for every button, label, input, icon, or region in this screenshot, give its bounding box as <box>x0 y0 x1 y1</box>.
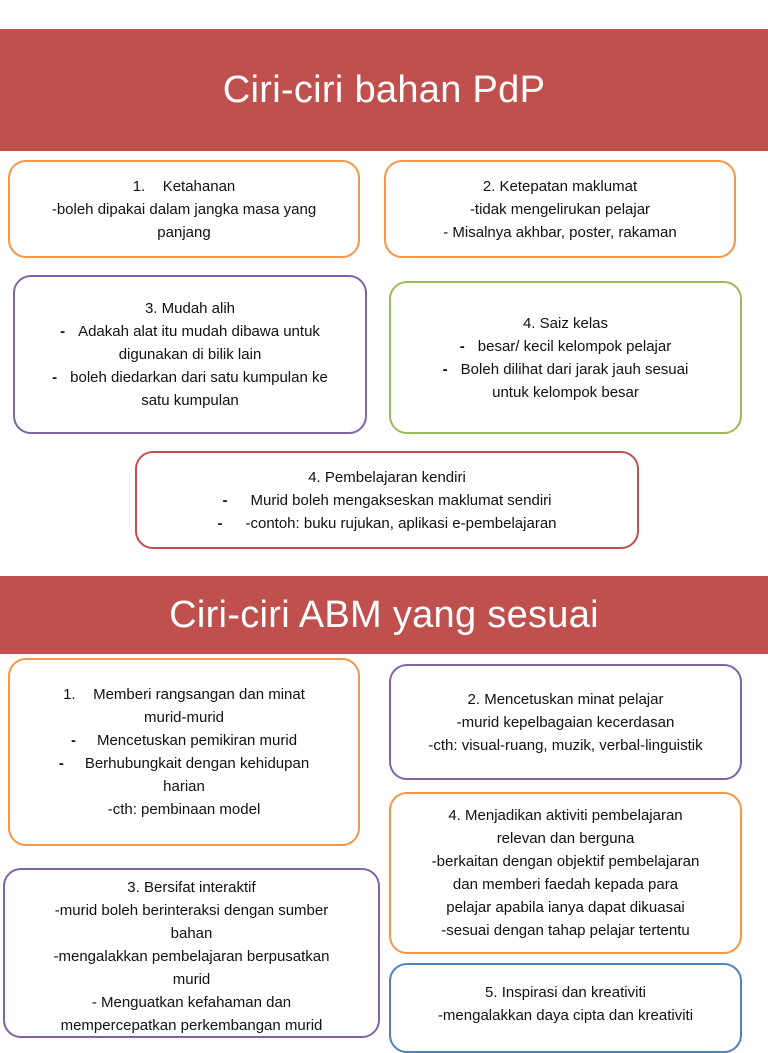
card-line: -boleh dipakai dalam jangka masa yang <box>51 200 317 218</box>
bullet-item <box>443 358 689 381</box>
card-line: pelajar apabila ianya dapat dikuasai <box>446 899 685 916</box>
bullet-item <box>223 489 552 512</box>
card-heading-text: Ketahanan <box>162 177 236 195</box>
card-line: -mengalakkan daya cipta dan kreativiti <box>437 1007 694 1024</box>
card-line: -tidak mengelirukan pelajar <box>469 200 651 218</box>
card-heading: 4. Menjadikan aktiviti pembelajaran <box>448 807 683 824</box>
card-heading: 4. Saiz kelas <box>522 314 609 332</box>
bullet-item <box>59 752 309 775</box>
bullet-item <box>60 320 320 343</box>
bullet-item <box>71 729 297 752</box>
card-line: -sesuai dengan tahap pelajar tertentu <box>441 922 690 939</box>
card-line: -berkaitan dengan objektif pembelajaran <box>431 853 700 870</box>
card-line: satu kumpulan <box>141 392 239 409</box>
bullet-text: boleh diedarkan dari satu kumpulan ke <box>70 369 328 386</box>
card-memberi-rangsangan <box>8 658 360 846</box>
section1-banner <box>0 29 768 151</box>
card-number: 1. <box>132 177 146 195</box>
section2-banner <box>0 576 768 654</box>
bullet-item <box>217 512 556 535</box>
dash-bullet-icon: - <box>52 369 58 386</box>
card-heading: 4. Pembelajaran kendiri <box>308 468 466 486</box>
bullet-text: Mencetuskan pemikiran murid <box>96 732 298 749</box>
bullet-item <box>460 335 671 358</box>
card-ketahanan <box>8 160 360 258</box>
card-line: digunakan di bilik lain <box>118 346 262 363</box>
bullet-text: -contoh: buku rujukan, aplikasi e-pembelajaran <box>245 514 557 532</box>
card-line: relevan dan berguna <box>496 830 635 847</box>
bullet-text: Adakah alat itu mudah dibawa untuk <box>78 323 320 340</box>
dash-bullet-icon: - <box>60 323 66 340</box>
card-heading: 3. Bersifat interaktif <box>127 879 256 896</box>
card-line: mempercepatkan perkembangan murid <box>60 1017 323 1034</box>
card-line: -cth: pembinaan model <box>107 801 261 818</box>
bullet-text: Murid boleh mengakseskan maklumat sendiri <box>250 491 552 509</box>
card-heading: 5. Inspirasi dan kreativiti <box>485 984 646 1001</box>
card-heading <box>133 175 236 198</box>
card-line: panjang <box>157 223 211 241</box>
card-line: -murid boleh berinteraksi dengan sumber <box>54 902 329 919</box>
dash-bullet-icon: - <box>70 732 76 749</box>
card-line: murid-murid <box>143 709 224 726</box>
dash-bullet-icon: - <box>442 360 448 378</box>
bullet-item <box>52 366 328 389</box>
card-line: -mengalakkan pembelajaran berpusatkan <box>53 948 330 965</box>
card-mudah-alih <box>13 275 367 434</box>
section2-title: Ciri-ciri ABM yang sesuai <box>169 593 599 636</box>
card-heading: 3. Mudah alih <box>144 300 236 317</box>
dash-bullet-icon: - <box>58 755 64 772</box>
bullet-text: Berhubungkait dengan kehidupan <box>84 755 310 772</box>
bullet-text: besar/ kecil kelompok pelajar <box>477 337 672 355</box>
card-saiz-kelas <box>389 281 742 434</box>
dash-bullet-icon: - <box>459 337 465 355</box>
card-pembelajaran-kendiri <box>135 451 639 549</box>
card-mencetuskan-minat <box>389 664 742 780</box>
card-heading: 2. Mencetuskan minat pelajar <box>467 690 664 708</box>
card-line: harian <box>163 778 205 795</box>
card-line: dan memberi faedah kepada para <box>452 876 679 893</box>
bullet-text: Boleh dilihat dari jarak jauh sesuai <box>460 360 689 378</box>
card-bersifat-interaktif <box>3 868 380 1038</box>
card-line: -murid kepelbagaian kecerdasan <box>456 713 675 731</box>
card-line: untuk kelompok besar <box>492 383 639 401</box>
card-line: bahan <box>170 925 213 942</box>
card-heading: 2. Ketepatan maklumat <box>482 177 638 195</box>
card-heading-text: Memberi rangsangan dan minat <box>93 686 305 703</box>
section1-title: Ciri-ciri bahan PdP <box>222 68 546 111</box>
card-line: - Menguatkan kefahaman dan <box>91 994 292 1011</box>
card-inspirasi-kreativiti <box>389 963 742 1053</box>
card-heading <box>63 683 305 706</box>
card-number: 1. <box>63 686 76 703</box>
dash-bullet-icon: - <box>217 514 223 532</box>
card-aktiviti-relevan <box>389 792 742 954</box>
card-line: murid <box>172 971 211 988</box>
dash-bullet-icon: - <box>222 491 228 509</box>
card-line: -cth: visual-ruang, muzik, verbal-linguistik <box>428 736 703 754</box>
card-ketepatan-maklumat <box>384 160 736 258</box>
card-line: - Misalnya akhbar, poster, rakaman <box>443 223 677 241</box>
